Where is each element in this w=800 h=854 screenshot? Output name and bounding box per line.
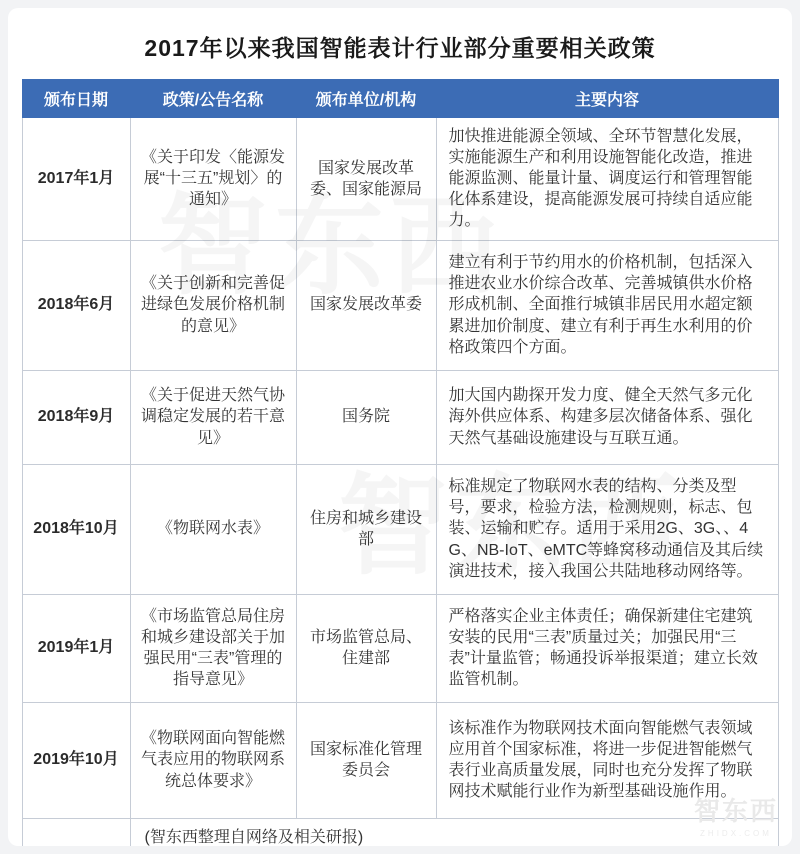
table-row (22, 464, 778, 594)
table-row (22, 370, 778, 464)
table-row (22, 702, 778, 818)
cell-agency: 国务院 (296, 370, 436, 464)
header-content: 主要内容 (436, 80, 778, 118)
table-row (22, 594, 778, 702)
header-policy: 政策/公告名称 (130, 80, 296, 118)
cell-policy: 《关于创新和完善促进绿色发展价格机制的意见》 (130, 240, 296, 370)
cell-content: 标准规定了物联网水表的结构、分类及型号，要求，检验方法，检测规则，标志、包装、运输和贮存。适用于采用2G、3G、、4G、NB-IoT、eMTC等蜂窝移动通信及其后续演进技术，接入我国公共陆地移动网络等。 (436, 464, 778, 594)
cell-content: 建立有利于节约用水的价格机制，包括深入推进农业水价综合改革、完善城镇供水价格形成机制、全面推行城镇非居民用水超定额累进加价制度、建立有利于再生水利用的价格政策四个方面。 (436, 240, 778, 370)
cell-policy: 《物联网面向智能燃气表应用的物联网系统总体要求》 (130, 702, 296, 818)
cell-content: 加大国内勘探开发力度、健全天然气多元化海外供应体系、构建多层次储备体系、强化天然气基础设施建设与互联互通。 (436, 370, 778, 464)
table-row (22, 118, 778, 241)
zhidx-site-text: ZHIDX.COM (700, 829, 772, 838)
cell-date: 2019年10月 (22, 702, 130, 818)
cell-agency: 国家发展改革委 (296, 240, 436, 370)
footer-empty-cell (22, 818, 130, 846)
cell-date: 2018年6月 (22, 240, 130, 370)
cell-policy: 《关于印发〈能源发展“十三五”规划〉的通知》 (130, 118, 296, 241)
header-agency: 颁布单位/机构 (296, 80, 436, 118)
table-header-row (22, 80, 778, 118)
zhidx-logo: 智东西 (693, 796, 778, 826)
cell-policy: 《关于促进天然气协调稳定发展的若干意见》 (130, 370, 296, 464)
cell-date: 2019年1月 (22, 594, 130, 702)
cell-content: 该标准作为物联网技术面向智能燃气表领域应用首个国家标准，将进一步促进智能燃气表行业高质量发展，同时也充分发挥了物联网技术赋能行业作为新型基础设施作用。 (436, 702, 778, 818)
cell-date: 2018年9月 (22, 370, 130, 464)
policy-table (22, 79, 779, 846)
page-title: 2017年以来我国智能表计行业部分重要相关政策 (144, 35, 656, 61)
cell-content: 加快推进能源全领域、全环节智慧化发展，实施能源生产和利用设施智能化改造，推进能源监测、能量计量、调度运行和管理智能化体系建设，提高能源发展可持续自适应能力。 (436, 118, 778, 241)
table-footer-row (22, 818, 778, 846)
header-date: 颁布日期 (22, 80, 130, 118)
cell-date: 2018年10月 (22, 464, 130, 594)
cell-policy: 《物联网水表》 (130, 464, 296, 594)
cell-agency: 市场监管总局、住建部 (296, 594, 436, 702)
cell-content: 严格落实企业主体责任；确保新建住宅建筑安装的民用“三表”质量过关；加强民用“三表”计量监管；畅通投诉举报渠道；建立长效监管机制。 (436, 594, 778, 702)
source-note: (智东西整理自网络及相关研报) (130, 818, 778, 846)
policy-table-card (8, 8, 792, 846)
table-row (22, 240, 778, 370)
cell-agency: 国家发展改革委、国家能源局 (296, 118, 436, 241)
cell-date: 2017年1月 (22, 118, 130, 241)
cell-agency: 住房和城乡建设部 (296, 464, 436, 594)
cell-agency: 国家标准化管理委员会 (296, 702, 436, 818)
cell-policy: 《市场监管总局住房和城乡建设部关于加强民用“三表”管理的指导意见》 (130, 594, 296, 702)
